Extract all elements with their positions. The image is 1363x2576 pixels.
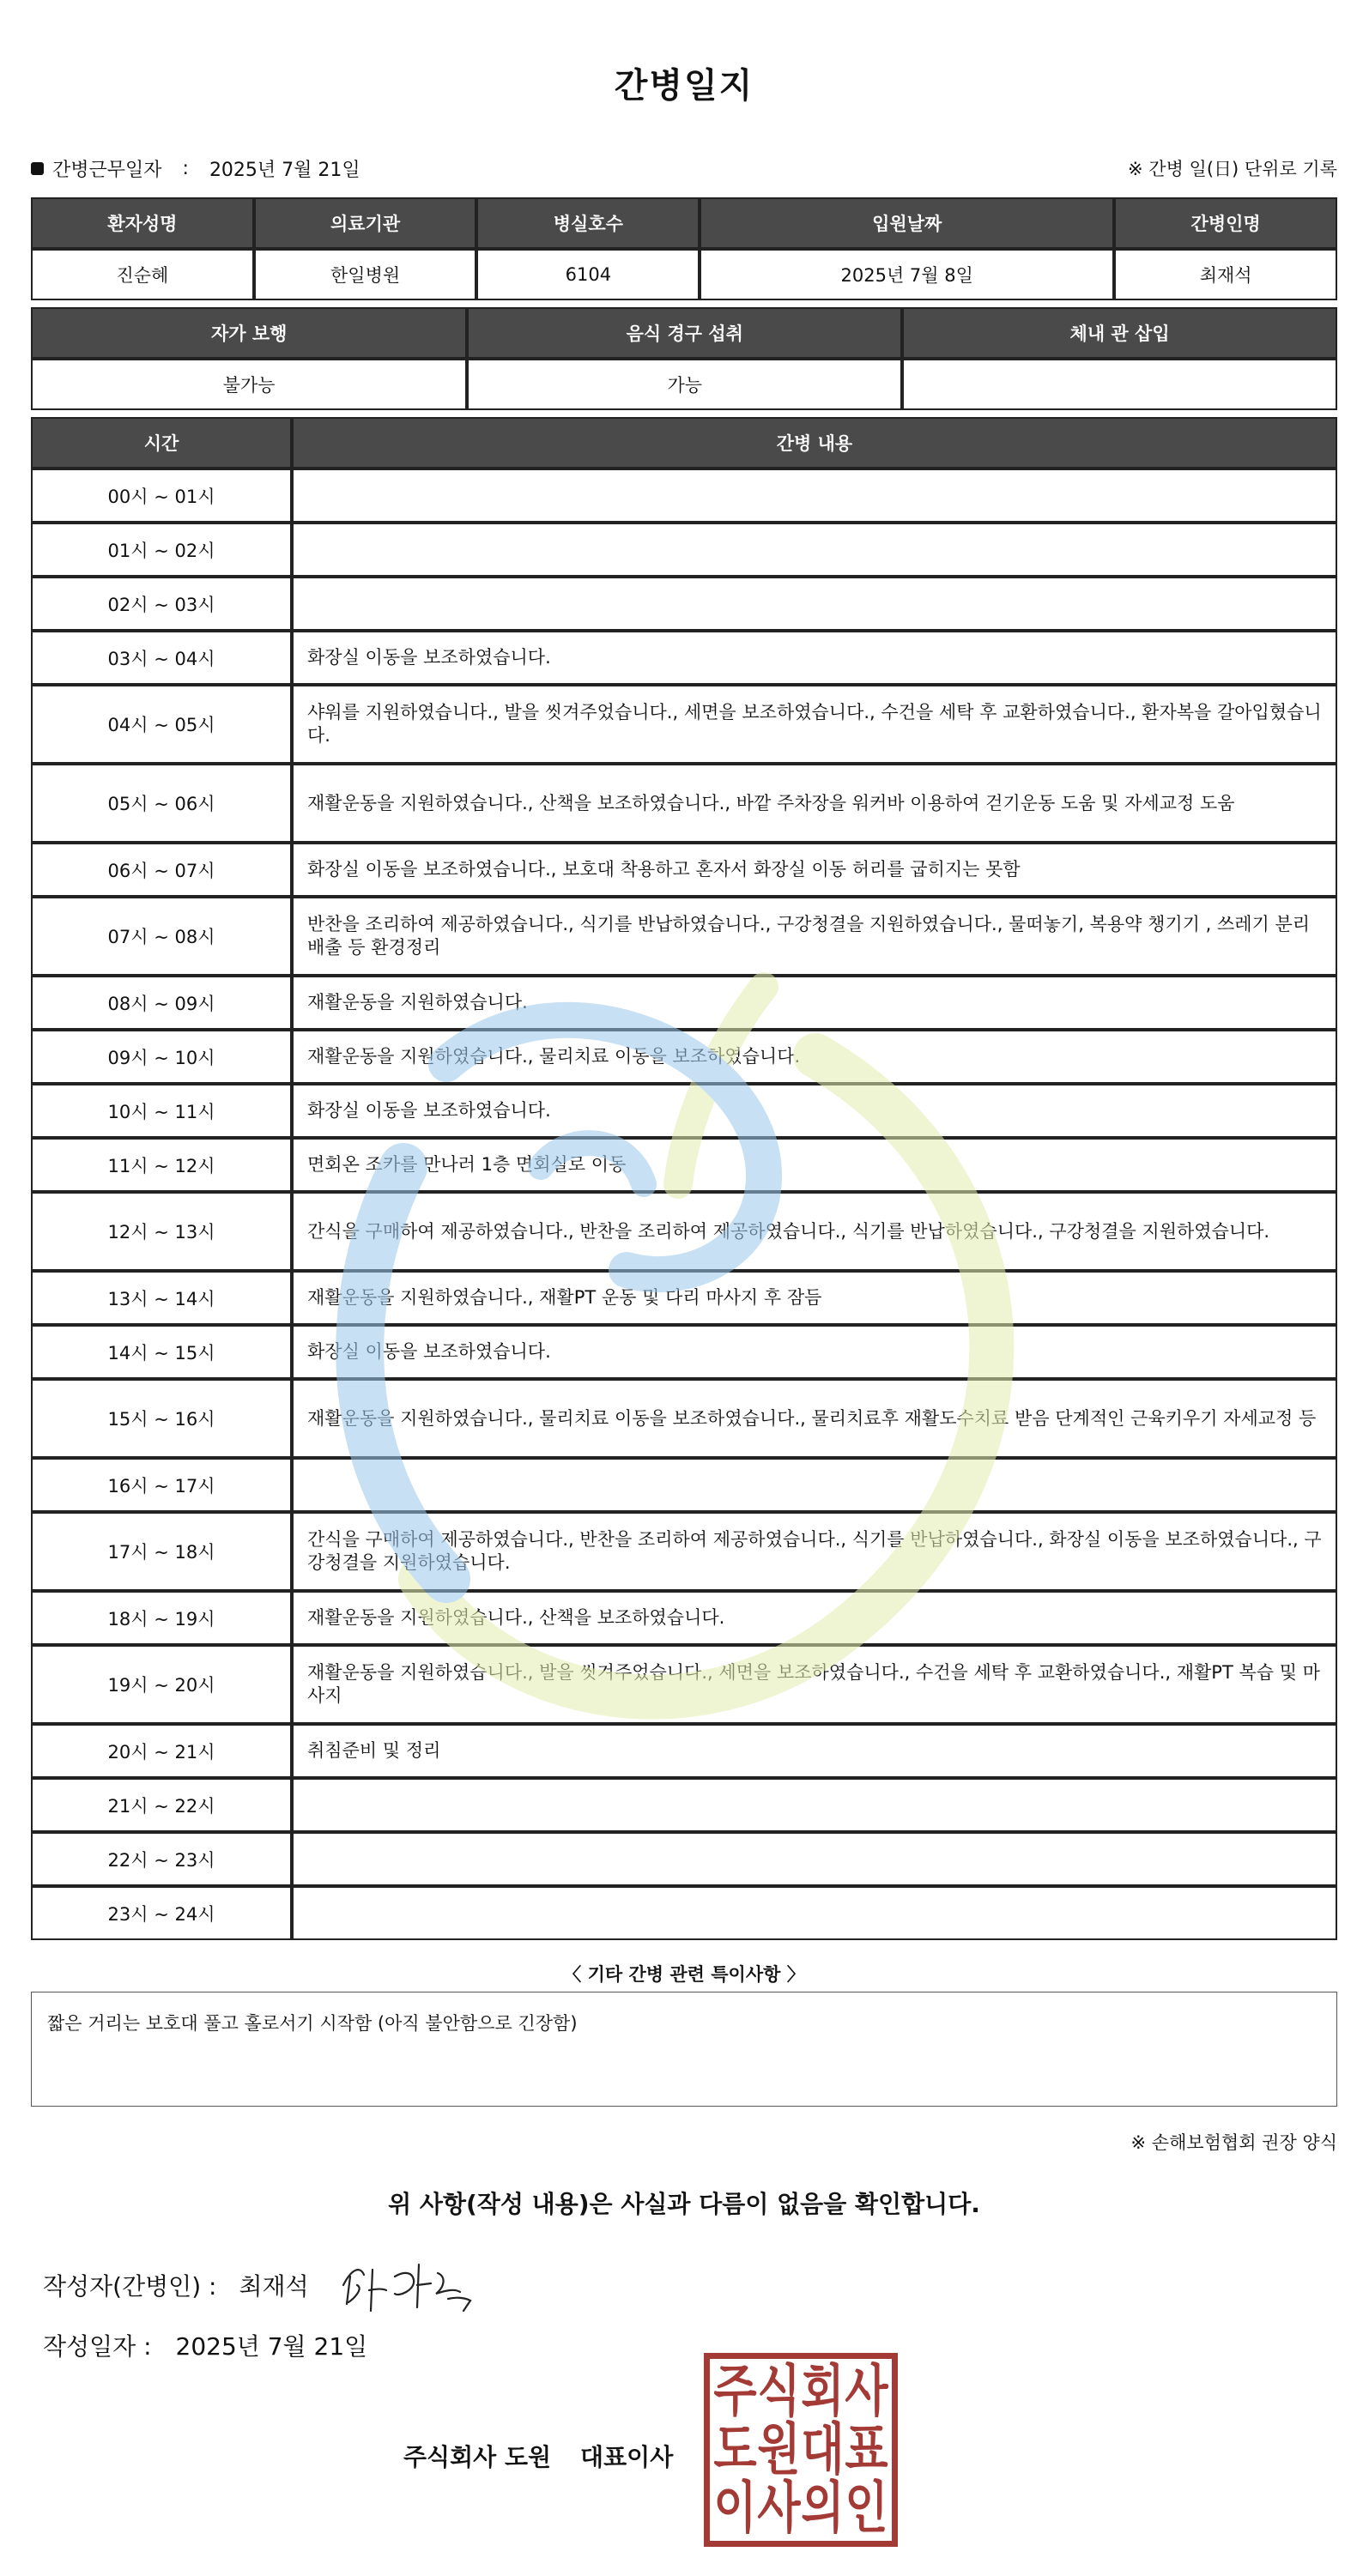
log-time: 17시 ~ 18시 [31,1512,292,1591]
writer-label: 작성자(간병인) : [43,2272,217,2301]
log-content: 재활운동을 지원하였습니다., 발을 씻겨주었습니다., 세면을 보조하였습니다., 수건을 세탁 후 교환하였습니다., 재활PT 복습 및 마사지 [292,1645,1337,1724]
log-time: 07시 ~ 08시 [31,897,292,976]
header-tube-insertion: 체내 관 삽입 [902,307,1337,359]
log-time: 20시 ~ 21시 [31,1724,292,1778]
seal-char: 회 [801,2358,845,2424]
log-row [31,1084,1337,1138]
log-content: 재활운동을 지원하였습니다., 물리치료 이동을 보조하였습니다., 물리치료후 재활도수치료 받음 단계적인 근육키우기 자세교정 등 [292,1379,1337,1458]
page-title: 간병일지 [614,66,754,106]
hospital-name: 한일병원 [254,249,477,300]
log-content: 재활운동을 지원하였습니다., 산책을 보조하였습니다., 바깥 주차장을 워커바 이용하여 걷기운동 도움 및 자세교정 도움 [292,764,1337,843]
work-date-value: 2025년 7월 21일 [209,159,360,181]
log-content [292,577,1337,631]
log-row [31,843,1337,897]
header-time: 시간 [31,417,292,469]
log-row [31,631,1337,685]
log-row [31,1271,1337,1325]
log-content: 화장실 이동을 보조하였습니다. [292,1084,1337,1138]
log-row [31,469,1337,523]
work-date [31,155,360,182]
log-content: 면회온 조카를 만나러 1층 면회실로 이동 [292,1138,1337,1192]
header-caregiver: 간병인명 [1114,197,1337,249]
patient-info-value-row [31,249,1337,300]
log-time: 13시 ~ 14시 [31,1271,292,1325]
log-content: 재활운동을 지원하였습니다., 물리치료 이동을 보조하였습니다. [292,1030,1337,1084]
log-time: 05시 ~ 06시 [31,764,292,843]
header-self-walking: 자가 보행 [31,307,467,359]
log-time: 16시 ~ 17시 [31,1458,292,1512]
log-row [31,1886,1337,1940]
log-row [31,1832,1337,1886]
seal-char: 대 [801,2416,845,2482]
seal-char: 도 [713,2416,757,2482]
written-date-label: 작성일자 : [43,2332,152,2361]
handwritten-signature [335,2251,489,2319]
header-hospital: 의료기관 [254,197,477,249]
seal-char: 인 [845,2475,888,2541]
log-time: 11시 ~ 12시 [31,1138,292,1192]
admission-date: 2025년 7월 8일 [700,249,1114,300]
log-time: 23시 ~ 24시 [31,1886,292,1940]
log-content: 재활운동을 지원하였습니다., 산책을 보조하였습니다. [292,1591,1337,1645]
log-time: 01시 ~ 02시 [31,523,292,577]
log-time: 22시 ~ 23시 [31,1832,292,1886]
writer-name: 최재석 [239,2272,309,2301]
log-time: 00시 ~ 01시 [31,469,292,523]
log-time: 03시 ~ 04시 [31,631,292,685]
log-row [31,1645,1337,1724]
log-body [31,469,1337,1940]
log-row [31,1138,1337,1192]
seal-char: 사 [757,2475,801,2541]
log-content: 간식을 구매하여 제공하였습니다., 반찬을 조리하여 제공하였습니다., 식기를 반납하였습니다., 화장실 이동을 보조하였습니다., 구강청결을 지원하였습니다. [292,1512,1337,1591]
work-date-separator: : [182,157,189,179]
log-time: 02시 ~ 03시 [31,577,292,631]
log-content: 재활운동을 지원하였습니다., 재활PT 운동 및 다리 마사지 후 잠듬 [292,1271,1337,1325]
form-source-note: ※ 손해보험협회 권장 양식 [1130,2132,1337,2153]
company-signature-line [403,2439,673,2473]
log-content: 화장실 이동을 보조하였습니다. [292,631,1337,685]
written-date-line [31,2328,1337,2371]
header-admission-date: 입원날짜 [700,197,1114,249]
log-time: 06시 ~ 07시 [31,843,292,897]
log-row [31,897,1337,976]
written-date-value: 2025년 7월 21일 [175,2332,368,2361]
log-row [31,764,1337,843]
patient-info-header-row [31,197,1337,249]
log-content: 화장실 이동을 보조하였습니다. [292,1325,1337,1379]
etc-section-title: 〈 기타 간병 관련 특이사항 〉 [563,1964,805,1985]
log-time: 09시 ~ 10시 [31,1030,292,1084]
log-time: 14시 ~ 15시 [31,1325,292,1379]
log-content: 간식을 구매하여 제공하였습니다., 반찬을 조리하여 제공하였습니다., 식기를 반납하였습니다., 구강청결을 지원하였습니다. [292,1192,1337,1271]
seal-char: 이 [713,2475,757,2541]
meta-row [31,144,1337,192]
seal-char: 주 [713,2358,757,2424]
seal-char: 표 [845,2416,888,2482]
log-row [31,1192,1337,1271]
oral-intake-value: 가능 [467,359,902,410]
log-time: 15시 ~ 16시 [31,1379,292,1458]
log-content: 샤워를 지원하였습니다., 발을 씻겨주었습니다., 세면을 보조하였습니다., 수건을 세탁 후 교환하였습니다., 환자복을 갈아입혔습니다. [292,685,1337,764]
log-content: 화장실 이동을 보조하였습니다., 보호대 착용하고 혼자서 화장실 이동 허리를 굽히지는 못함 [292,843,1337,897]
patient-name: 진순혜 [31,249,254,300]
patient-status-table [31,307,1337,410]
log-content [292,1886,1337,1940]
log-row [31,523,1337,577]
work-date-label: 간병근무일자 [52,159,162,181]
seal-char: 식 [757,2358,801,2424]
seal-char: 의 [801,2475,845,2541]
log-row [31,1724,1337,1778]
writer-line [31,2251,1337,2319]
company-title: 대표이사 [580,2443,674,2471]
log-time: 19시 ~ 20시 [31,1645,292,1724]
log-row [31,1778,1337,1832]
caregiver-name: 최재석 [1114,249,1337,300]
record-unit-note: ※ 간병 일(日) 단위로 기록 [1128,159,1337,179]
log-row [31,685,1337,764]
seal-char: 원 [757,2416,801,2482]
log-row [31,1512,1337,1591]
log-content: 재활운동을 지원하였습니다. [292,976,1337,1030]
header-oral-intake: 음식 경구 섭취 [467,307,902,359]
header-room: 병실호수 [476,197,700,249]
log-row [31,1591,1337,1645]
log-content: 반찬을 조리하여 제공하였습니다., 식기를 반납하였습니다., 구강청결을 지원하였습니다., 물떠놓기, 복용약 챙기기 , 쓰레기 분리배출 등 환경정리 [292,897,1337,976]
log-time: 21시 ~ 22시 [31,1778,292,1832]
log-content: 취침준비 및 정리 [292,1724,1337,1778]
care-log-table [31,417,1337,1940]
log-header-row [31,417,1337,469]
log-content [292,1458,1337,1512]
log-row [31,577,1337,631]
status-header-row [31,307,1337,359]
self-walking-value: 불가능 [31,359,467,410]
care-log-document [31,0,1337,2371]
log-row [31,1325,1337,1379]
room-number: 6104 [476,249,700,300]
log-time: 12시 ~ 13시 [31,1192,292,1271]
log-time: 08시 ~ 09시 [31,976,292,1030]
log-time: 10시 ~ 11시 [31,1084,292,1138]
etc-notes-box: 짧은 거리는 보호대 풀고 홀로서기 시작함 (아직 불안함으로 긴장함) [31,1992,1337,2107]
company-name: 주식회사 도원 [403,2443,552,2471]
log-time: 04시 ~ 05시 [31,685,292,764]
log-content [292,469,1337,523]
seal-char: 사 [845,2358,888,2424]
square-bullet-icon [31,162,44,175]
log-time: 18시 ~ 19시 [31,1591,292,1645]
log-row [31,1030,1337,1084]
header-care-content: 간병 내용 [292,417,1337,469]
tube-insertion-value [902,359,1337,410]
header-patient-name: 환자성명 [31,197,254,249]
company-seal-stamp [704,2353,898,2547]
confirmation-statement: 위 사항(작성 내용)은 사실과 다름이 없음을 확인합니다. [388,2190,980,2218]
log-content [292,1778,1337,1832]
log-row [31,1379,1337,1458]
log-content [292,1832,1337,1886]
patient-info-table [31,197,1337,300]
log-row [31,976,1337,1030]
status-value-row [31,359,1337,410]
log-row [31,1458,1337,1512]
log-content [292,523,1337,577]
